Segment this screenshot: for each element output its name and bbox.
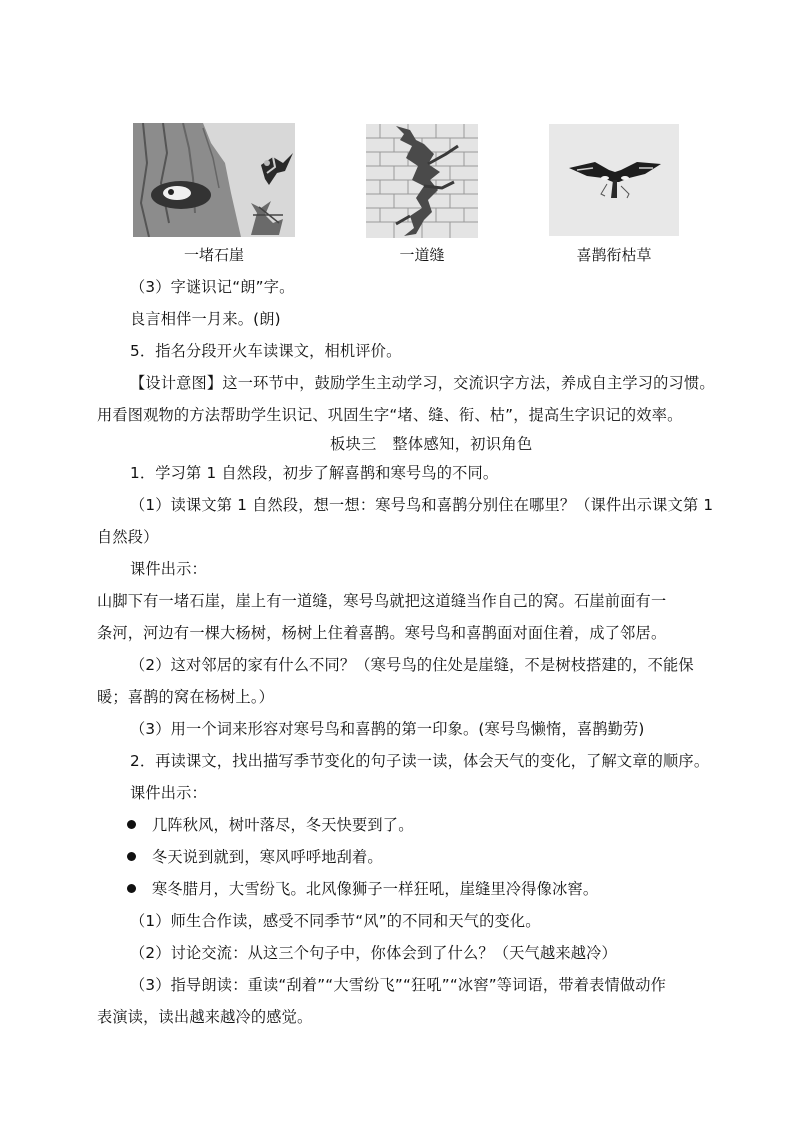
figure-caption: 一道缝 bbox=[399, 246, 445, 264]
figure-magpie bbox=[549, 124, 679, 236]
bullet-item: 寒冬腊月，大雪纷飞。北风像狮子一样狂吼，崖缝里冷得像冰窖。 bbox=[152, 880, 599, 898]
text-line: （1）师生合作读，感受不同季节“风”的不同和天气的变化。 bbox=[130, 912, 541, 930]
text-line: 自然段） bbox=[97, 528, 159, 546]
figure-caption: 一堵石崖 bbox=[183, 246, 244, 264]
bullet-item: 冬天说到就到，寒风呼呼地刮着。 bbox=[152, 848, 383, 866]
text-line: （3）指导朗读：重读“刮着”“大雪纷飞”“狂吼”“冰窖”等词语，带着表情做动作 bbox=[130, 976, 667, 994]
bullet-item: 几阵秋风，树叶落尽，冬天快要到了。 bbox=[152, 816, 414, 834]
text-line: 5．指名分段开火车读课文，相机评价。 bbox=[130, 342, 402, 360]
text-line: （2）讨论交流：从这三个句子中，你体会到了什么？（天气越来越冷） bbox=[130, 944, 617, 962]
text-line: 表演读，读出越来越冷的感觉。 bbox=[97, 1008, 313, 1026]
text-line: （3）用一个词来形容对寒号鸟和喜鹊的第一印象。(寒号鸟懒惰，喜鹊勤劳) bbox=[130, 720, 645, 738]
figure-crack bbox=[366, 124, 478, 238]
text-line: （3）字谜识记“朗”字。 bbox=[130, 278, 295, 296]
bullet-icon bbox=[127, 852, 136, 861]
bullet-icon bbox=[127, 820, 136, 829]
crack-in-brick-wall-illustration bbox=[366, 124, 478, 238]
text-line: （2）这对邻居的家有什么不同？（寒号鸟的住处是崖缝，不是树枝搭建的，不能保 bbox=[130, 656, 694, 674]
bullet-icon bbox=[127, 884, 136, 893]
text-line: 条河，河边有一棵大杨树，杨树上住着喜鹊。寒号鸟和喜鹊面对面住着，成了邻居。 bbox=[97, 624, 667, 642]
text-line: 课件出示： bbox=[130, 560, 207, 578]
figure-caption: 喜鹊衔枯草 bbox=[576, 246, 652, 264]
text-line: 2．再读课文，找出描写季节变化的句子读一读，体会天气的变化，了解文章的顺序。 bbox=[130, 752, 710, 770]
text-line: 1．学习第 1 自然段，初步了解喜鹊和寒号鸟的不同。 bbox=[130, 464, 499, 482]
text-line: （1）读课文第 1 自然段，想一想：寒号鸟和喜鹊分别住在哪里？（课件出示课文第 1 bbox=[130, 496, 714, 514]
text-line: 课件出示： bbox=[130, 784, 207, 802]
text-line: 山脚下有一堵石崖，崖上有一道缝，寒号鸟就把这道缝当作自己的窝。石崖前面有一 bbox=[97, 592, 667, 610]
section-heading: 板块三 整体感知，初识角色 bbox=[330, 435, 533, 453]
text-line: 良言相伴一月来。(朗) bbox=[130, 310, 281, 328]
text-line: 用看图观物的方法帮助学生识记、巩固生字“堵、缝、衔、枯”，提高生字识记的效率。 bbox=[97, 406, 683, 424]
cliff-with-bird-illustration bbox=[133, 123, 295, 237]
figure-cliff bbox=[133, 123, 295, 237]
text-line: 暖；喜鹊的窝在杨树上。） bbox=[97, 688, 275, 706]
magpie-carrying-grass-illustration bbox=[549, 124, 679, 236]
design-intent-line: 【设计意图】这一环节中，鼓励学生主动学习，交流识字方法，养成自主学习的习惯。 bbox=[130, 374, 715, 392]
